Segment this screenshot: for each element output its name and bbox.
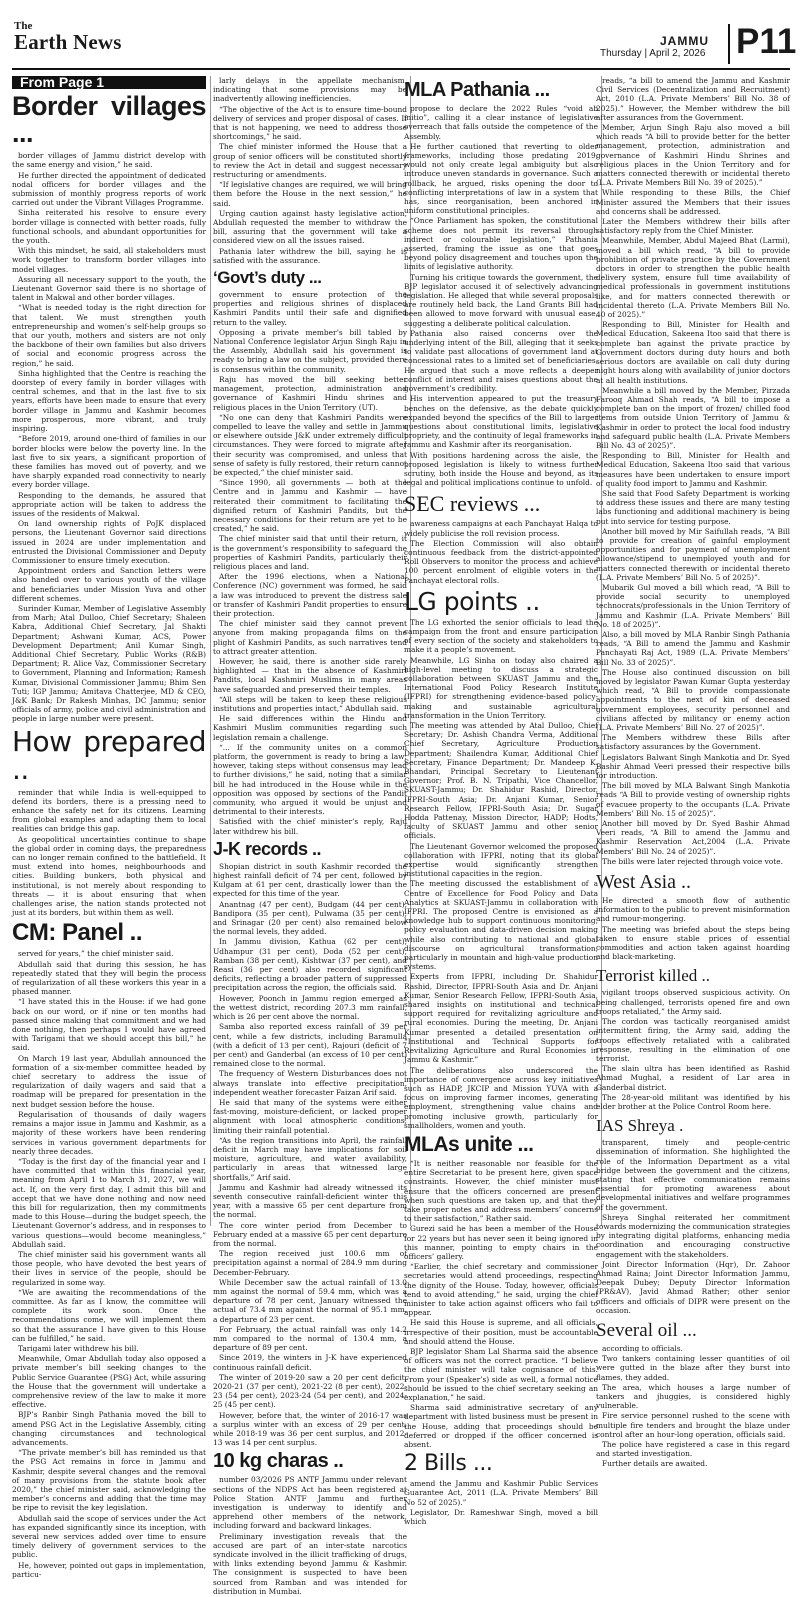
paragraph: He said differences within the Hindu and Kashmiri Muslim communities regarding such legislation remain a challenge.: [213, 714, 407, 742]
paragraph: Shopian district in south Kashmir recorded the highest rainfall deficit of 74 per cent, followed by Kulgam at 61 per cent, drastically lower than the expected for this time of the year.: [213, 861, 407, 899]
paragraph: Since 2019, the winters in J-K have experienced continuous rainfall deficit.: [213, 1353, 407, 1372]
paragraph: After the 1996 elections, when a National Conference (NC) government was formed, he said a law was introduced to prevent the distress sale or transfer of Kashmiri Pandit properties to ensure their protection.: [213, 572, 407, 618]
paragraph: Samba also reported excess rainfall of 39 per cent, while a few districts, including Baramulla (with a deficit of 13 per cent), Rajouri (deficit of 7 per cent) and Ganderbal (an excess of 10 per cent) remained close to the normal.: [213, 1022, 407, 1069]
headline-several-oil: Several oil ...: [596, 1319, 697, 1341]
paragraph: BJP’s Ranbir Singh Pathania moved the bill to amend PSG Act in the Legislative Assembly, citing changing circumstances and technological advancements.: [12, 1410, 206, 1447]
paragraph: Turning his critique towards the government, the BJP legislator accused it of selectively advancing legislation. He alleged that while several proposals are routinely held back, the Land Grants Bill had been allowed to move forward with unusual ease, suggesting a deliberate political calculation.: [404, 272, 598, 328]
paragraph: “The private member’s bill has reminded us that the PSG Act remains in force in Jammu and Kashmir, despite several changes and the removal of many provisions from the statute book after 2020,” the chief minister said, acknowledging the member’s concerns and adding that the time may be ripe to revisit the key legislation.: [12, 1448, 206, 1513]
paragraph: For February, the actual rainfall was only 14.2 mm compared to the normal of 130.4 mm, a departure of 89 per cent.: [213, 1324, 407, 1353]
headline-terrorist-killed: Terrorist killed ..: [596, 966, 711, 986]
paragraph: He, however, pointed out gaps in implementation, particu-: [12, 1560, 206, 1579]
paragraph: “Today is the first day of the financial year and I have committed that within this financial year, meaning from April 1 to March 31, 2027, we will act. If, on the very first day, I admit this bill and accept that we have done nothing and now need this bill for regularization, then my commitments made to this House—during the budget speech, the Lieutenant Governor’s address, and in responses to various questions—would become meaningless,” Abdullah said.: [12, 1156, 206, 1249]
paragraph: Meanwhile a bill moved by the Member, Pirzada Farooq Ahmad Shah reads, “A bill to impose a complete ban on the import of frozen/ chilled food items from outside Union Territory of Jammu & Kashmir in order to protect the local food industry and safeguard public health (L.A. Private Members Bill No. 43 of 2025)”.: [596, 385, 790, 450]
paragraph: Further details are awaited.: [602, 1459, 708, 1469]
paragraph: The Election Commission will also obtain continuous feedback from the district-appointed Roll Observers to monitor the process and achieve 100 percent enrolment of eligible voters in the Panchayat electoral rolls.: [404, 538, 598, 585]
paragraph: reads, “a bill to amend the Jammu and Kashmir Civil Services (Decentralization and Recruitment) Act, 2010 (L.A. Private Members’ Bill No. 38 of 2025).” However, the Member withdrew the bill after assurances from the Government.: [596, 76, 790, 122]
paragraph: Another bill moved by Dr. Syed Bashir Ahmad Veeri reads, “A Bill to amend the Jammu and Kashmir Reservation Act,2004 (L.A. Private Members’ Bill No. 24 of 2025)”.: [596, 819, 790, 856]
paragraph: The area, which houses a large number of tankers and jhuggies, is considered highly vulnerable.: [596, 1382, 790, 1411]
paragraph: Sharma said administrative secretary of any department with listed business must be present in the House, adding that proceedings should be deferred or dropped if the officer concerned is absent.: [404, 1403, 598, 1450]
headline-mla-pathania: MLA Pathania ...: [404, 79, 550, 101]
paragraph: The region received just 100.6 mm of precipitation against a normal of 284.9 mm during December-February.: [213, 1249, 407, 1277]
from-page-banner: From Page 1: [12, 76, 206, 89]
paragraph: The chief minister informed the House that a group of senior officers will be constituted shortly to review the Act in detail and suggest necessary restructuring or amendments.: [213, 142, 407, 180]
paragraph: The chief minister said they cannot prevent anyone from making propaganda films on the plight of Kashmiri Pandits, as such narratives tend to attract greater attention.: [213, 619, 407, 656]
paragraph: She said that Food Safety Department is working to address these issues and there are many testing labs functioning and additional machinery is being put into service for testing purpose.: [596, 488, 790, 526]
paragraph: Responding to the demands, he assured that appropriate action will be taken to address the issues of the residents of Makwal.: [12, 490, 206, 518]
headline-ias-shreya: IAS Shreya .: [596, 1116, 684, 1136]
paragraph: Experts from IFPRI, including Dr. Shahidur Rashid, Director, IFPRI-South Asia and Dr. Anjani Kumar, Senior Research Fellow, IFPRI-South Asia, shared insights on institutional and technical support required for revitalizing agriculture and rural economies. During the meeting, Dr. Anjani Kumar presented a detailed presentation on “Institutional and Technical Supports for Revitalizing Agriculture and Rural Economies in Jammu & Kashmir.”: [404, 972, 598, 1065]
paragraph: Sinha highlighted that the Centre is reaching the doorstep of every family in border villages with central schemes, and that in the last five to six years, efforts have been made to ensure that every border village in Jammu and Kashmir becomes more prosperous, more vibrant, and truly inspiring.: [12, 368, 206, 434]
paragraph: However, he said, there is another side rarely highlighted — that in the absence of Kashmiri Pandits, local Kashmiri Muslims in many areas have safeguarded and preserved their temples.: [213, 656, 407, 694]
page-number: P11: [736, 22, 797, 61]
paragraph: He further cautioned that reverting to older frameworks, including those predating 2019, would not only create legal ambiguity but also introduce uneven standards in governance. Such a rollback, he argued, risks opening the door to conflicting interpretations of law in a system that has, since reorganisation, been anchored in uniform constitutional principles.: [404, 141, 598, 216]
paragraph: He said that many of the systems were either fast-moving, moisture-deficient, or lacked proper alignment with local atmospheric conditions, limiting their rainfall potential.: [213, 1097, 407, 1135]
headline-west-asia: West Asia ..: [596, 871, 692, 894]
headline-cm-panel: CM: Panel ..: [12, 919, 143, 947]
paragraph: Surinder Kumar, Member of Legislative Assembly from Marh; Atal Dulloo, Chief Secretary; Shaleen Kabra, Additional Chief Secretary, Jal Shakti Department; Ashwani Kumar, ACS, Power Development Department; Anil Kumar Singh, Additional Chief Secretary, Public Works (R&B) Department; R. Alice Vaz, Commissioner Secretary to Government, Planning and Information; Ramesh Kumar, Divisional Commissioner Jammu; Bhim Sen Tuti; IGP Jammu; Amitava Chatterjee, MD & CEO, J&K Bank; Dr Rakesh Minhas, DC Jammu; senior officials of army, police and civil administration and people in large number were present.: [12, 603, 206, 724]
paragraph: His intervention appeared to put the treasury benches on the defensive, as the debate quickly expanded beyond the specifics of the Bill to larger questions about constitutional limits, legislative propriety, and the continuity of legal frameworks in Jammu and Kashmir after its reorganisation.: [404, 394, 598, 450]
paragraph: With positions hardening across the aisle, the proposed legislation is likely to witness further scrutiny, both inside the House and beyond, as its legal and political implications continue to unfold.: [404, 450, 598, 488]
paragraph: Joint Director Information (Hqr), Dr. Zahoor Ahmad Raina; Joint Director Information Jammu, Deepak Dubey; Deputy Director Information (PR&AV), Javid Ahmad Rather; other senior officers and officials of DIPR were present on the occasion.: [596, 1259, 790, 1315]
paragraph: “What is needed today is the right direction for that talent. We must strengthen youth entrepreneurship and women’s self-help groups so that our youth, mothers and sisters are not only the backbone of their own families but also drivers of social and economic progress across the region,” he said.: [12, 303, 206, 368]
paragraph: Two tankers containing lesser quantities of oil were gutted in the blaze after they burst into flames, they added.: [596, 1354, 790, 1382]
paragraph: The Lieutenant Governor welcomed the proposed collaboration with IFPRI, noting that its global expertise would significantly strengthen institutional capacities in the region.: [404, 841, 598, 879]
paragraph: With this mindset, he said, all stakeholders must work together to transform border villages into model villages.: [12, 246, 206, 274]
paragraph: transparent, timely and people-centric dissemination of information. She highlighted the role of the Information Department as a vital bridge between the government and the citizens, stating that effective communication remains essential for promoting awareness about developmental initiatives and welfare programmes of the government.: [596, 1138, 790, 1212]
headline-mlas-unite: MLAs unite ...: [404, 1132, 534, 1156]
paragraph: The meeting discussed the establishment of a Centre of Excellence for Food Policy and Data Analytics at SKUAST-Jammu in collaboration with IFPRI. The proposed Centre is envisioned as a knowledge hub to support continuous monitoring, policy evaluation and data-driven decision making while also contributing to national and global discourse on agricultural transformation, particularly in mountain and high-value production systems.: [404, 879, 598, 972]
paragraph: propose to declare the 2022 Rules “void ab initio”, calling it a clear instance of legislative overreach that falls outside the competence of the Assembly.: [404, 104, 598, 141]
masthead-rule: [12, 68, 790, 70]
paragraph: reminder that while India is well-equipped to defend its borders, there is a pressing need to enhance the safety net for its citizens. Learning from global examples and adapting them to local realities can bridge this gap.: [12, 787, 206, 834]
paragraph: Also, a bill moved by MLA Ranbir Singh Pathania reads, “A Bill to amend the Jammu and Kashmir Panchayati Raj Act, 1989 (L.A. Private Members’ Bill No. 33 of 2025)”.: [596, 629, 790, 667]
headline-10kg-charas: 10 kg charas ..: [213, 1450, 344, 1473]
paragraph: The cordon was tactically reorganised amidst intermittent firing, the Army said, adding the troops effectively retaliated with a calibrated response, resulting in the elimination of one terrorist.: [596, 1017, 790, 1063]
paragraph: “Since 1990, all governments — both at the Centre and in Jammu and Kashmir — have reiterated their commitment to facilitating the dignified return of Kashmiri Pandits, but the necessary conditions for their return are yet to be created,” he said.: [213, 478, 407, 534]
paragraph: Meanwhile, LG Sinha on today also chaired a high-level meeting to discuss a strategic collaboration between SKUAST Jammu and the International Food Policy Research Institute (IFPRI) for strengthening evidence-based policy-making and sustainable agricultural transformation in the Union Territory.: [404, 655, 598, 720]
paragraph: Assuring all necessary support to the youth, the Lieutenant Governor said there is no shortage of talent in Makwal and other border villages.: [12, 274, 206, 303]
paragraph: Pathania also raised concerns over the underlying intent of the Bill, alleging that it seeks to validate past allocations of government land at concessional rates to a limited set of beneficiaries. He argued that such a move reflects a deeper conflict of interest and raises questions about the government’s credibility.: [404, 328, 598, 394]
paragraph: “Once Parliament has spoken, the constitutional scheme does not permit its reversal through indirect or colourable legislation,” Pathania asserted, framing the issue as one that goes beyond policy disagreement and touches upon the limits of legislative authority.: [404, 216, 598, 272]
column-3: [404, 76, 598, 1527]
dateline: Thursday | April 2, 2026: [600, 48, 706, 59]
paragraph: Abdullah said the scope of services under the Act has expanded significantly since its inception, with several new services added over time to ensure timely delivery of government services to the public.: [12, 1513, 206, 1560]
paragraph: Mubarik Gul moved a bill which read, “A Bill to provide social security to unemployed technocrats/professionals in the Union Territory of Jammu and Kashmir (L.A. Private Members’ Bill No. 18 of 2025)”.: [596, 582, 790, 629]
headline-border-villages: Border villages ...: [12, 91, 206, 149]
paragraph: Appointment orders and Sanction letters were also handed over to various youth of the village and beneficiaries under Mission Yuva and other different schemes.: [12, 566, 206, 603]
paragraph: according to officials.: [602, 1343, 683, 1353]
paragraph: vigilant troops observed suspicious activity. On being challenged, terrorists opened fire and own troops retaliated,” the Army said.: [596, 988, 790, 1016]
paragraph: The LG exhorted the senior officials to lead the campaign from the front and ensure participation of every section of the society and stakeholders to make it a people’s movement.: [404, 617, 598, 655]
paragraph: Legislator, Dr. Rameshwar Singh, moved a bill which: [404, 1507, 598, 1527]
paragraph: number 03/2026 PS ANTF Jammu under relevant sections of the NDPS Act has been registered at Police Station ANTF Jammu and further investigation is underway to identify and apprehend other members of the network, including forward and backward linkages.: [213, 1475, 407, 1531]
paragraph: Member, Arjun Singh Raju also moved a bill which reads “A bill to provide better for the better management, protection, administration and governance of Kashmiri Hindu Shrines and religious places in the Union Territory and for matters connected therewith or incidental thereto (L.A. Private Members Bill No. 39 of 2025).”: [596, 123, 790, 188]
paragraph: “Before 2019, around one-third of families in our border blocks were below the poverty line. In the last five to six years, a significant proportion of these families has moved out of poverty, and we have sharply expanded road connectivity to nearly every border village.: [12, 434, 206, 490]
paragraph: “As the region transitions into April, the rainfall deficit in March may have implications for soil moisture, agriculture, and water availability, particularly in areas that witnessed large shortfalls,” Arif said.: [213, 1135, 407, 1182]
masthead: [0, 0, 801, 70]
paragraph: The frequency of Western Disturbances does not always translate into effective precipitation, independent weather forecaster Faizan Arif said.: [213, 1069, 407, 1097]
paragraph: “No one can deny that Kashmiri Pandits were compelled to leave the valley and settle in Jammu or elsewhere outside J&K under extremely difficult circumstances. They were forced to migrate after their security was compromised, and unless that sense of safety is fully restored, their return cannot be expected,” the chief minister said.: [213, 412, 407, 477]
paragraph: “... If the community unites on a common platform, the government is ready to bring a law; however, taking steps without consensus may lead to further divisions,” he said, noting that a similar bill he had introduced in the House while in the opposition was opposed by sections of the Pandit community, who argued it would be unjust and detrimental to their interests.: [213, 742, 407, 817]
paragraph: The slain ultra has been identified as Rashid Ahmad Mughal, a resident of Lar area in Ganderbal district.: [596, 1064, 790, 1092]
paragraph: amend the Jammu and Kashmir Public Services Guarantee Act, 2011 (L.A. Private Members’ Bill No 52 of 2025).”: [404, 1479, 598, 1507]
paragraph: The 28-year-old militant was identified by his elder brother at the Police Control Room here.: [596, 1092, 790, 1111]
paragraph: He further directed the appointment of dedicated nodal officers for border villages and the submission of monthly progress reports of work carried out under the Vibrant Villages Programme.: [12, 170, 206, 208]
paragraph: Responding to Bill, Minister for Health and Medical Education, Sakeena Itoo said that there is complete ban against the private practice by Government doctors during duty hours and both serious doctors are available on call duty during night hours along with availability of junior doctors at all health institutions.: [596, 320, 790, 385]
paragraph: Another bill moved by Mir Saifullah reads, “A Bill to provide for creation of gainful employment opportunities and for payment of unemployment allowance/stipend to unemployed youth and for matters connected therewith or incidental thereto (L.A. Private Members’ Bill No. 5 of 2025)”.: [596, 526, 790, 582]
paragraph: The deliberations also underscored the importance of convergence across key initiatives such as HADP, JKCIP and Mission YUVA with a focus on improving farmer incomes, generating employment, strengthening value chains and promoting inclusive growth, particularly for smallholders, women and youth.: [404, 1065, 598, 1130]
headline-lg-points: LG points ..: [404, 586, 540, 616]
paragraph: He said this House is supreme, and all officials, irrespective of their position, must be accountable and should attend the House.: [404, 1318, 598, 1346]
paragraph: larly delays in the appellate mechanism, indicating that some provisions may be inadvertently allowing inefficiencies.: [213, 76, 407, 104]
paragraph: He directed a smooth flow of authentic information to the public to prevent misinformation and rumour-mongering.: [596, 896, 790, 924]
paragraph: While responding to these Bills, the Chief Minister assured the Members that their issues and concerns shall be addressed.: [596, 188, 790, 216]
brand-the: The: [14, 20, 33, 32]
paragraph: The bill moved by MLA Balwant Singh Mankotia reads “A Bill to provide vesting of ownership rights of evacuee property to the occupants (L.A. Private Members’ Bill No. 15 of 2025)”.: [596, 781, 790, 818]
paragraph: served for years,” the chief minister said.: [18, 949, 174, 959]
paragraph: Gurezi said he has been a member of the House for 22 years but has never seen it being ignored in this manner, pointing to empty chairs in the officers’ gallery.: [404, 1224, 598, 1261]
headline-govts-duty: ‘Govt’s duty ...: [213, 268, 322, 288]
edition: JAMMU: [660, 34, 709, 48]
paragraph: government to ensure protection of the properties and religious shrines of displaced Kashmiri Pandits until their safe and dignified return to the valley.: [213, 290, 407, 327]
paragraph: “If legislative changes are required, we will bring them before the House in the next session,” he said.: [213, 180, 407, 208]
paragraph: Shreya Singhal reiterated her commitment towards modernizing the communication strategies by integrating digital platforms, enhancing media coordination and encouraging constructive engagement with the stakeholders.: [596, 1212, 790, 1259]
paragraph: Tarigami later withdrew his bill.: [18, 1343, 139, 1353]
headline-jk-records: J-K records ..: [213, 838, 322, 859]
paragraph: Jammu and Kashmir had already witnessed its seventh consecutive rainfall-deficient winter this year, with a massive 65 per cent departure from the normal.: [213, 1182, 407, 1220]
paragraph: Preliminary investigation reveals that the accused are part of an inter-state narcotics syndicate involved in the illicit trafficking of drugs, with links extending beyond Jammu & Kashmir. The consignment is suspected to have been sourced from Ramban and was intended for distribution in Mumbai.: [213, 1531, 407, 1596]
paragraph: While December saw the actual rainfall of 13.0 mm against the normal of 59.4 mm, which was a departure of 78 per cent, January witnessed the actual of 73.4 mm against the normal of 95.1 mm, a departure of 23 per cent.: [213, 1277, 407, 1324]
paragraph: Legislators Balwant Singh Mankotia and Dr. Syed Bashir Ahmad Veeri pressed their respective bills for introduction.: [596, 752, 790, 781]
paragraph: As geopolitical uncertainties continue to shape the global order in coming days, the preparedness can no longer remain confined to the battlefield. It must extend into homes, neighbourhoods and cities. Building bunkers, both physical and institutional, is not merely about responding to threats — it is about ensuring that when challenges arise, the nation stands protected not just at its borders, but within them as well.: [12, 834, 206, 918]
paragraph: Responding to Bill, Minister for Health and Medical Education, Sakeena Itoo said that various measures have been undertaken to ensure import of quality food import to Jammu and Kashmir.: [596, 451, 790, 488]
paragraph: Meanwhile, Member, Abdul Majeed Bhat (Larmi), moved a bill which read, “A bill to provide prohibition of private practice by the Government doctors in order to strengthen the public health delivery system, ensure full time availability of medical professionals in government institutions like, and for matters connected therewith or incidental thereto (L.A. Private Members Bill No. 40 of 2025).”: [596, 236, 790, 320]
paragraph: Opposing a private member’s bill tabled by National Conference legislator Arjun Singh Raju in the Assembly, Abdullah said his government is ready to bring a law on the subject, provided there is consensus within the community.: [213, 327, 407, 374]
column-2: [213, 76, 407, 1597]
paragraph: “We are awaiting the recommendations of the committee. As far as I know, the committee will complete its work soon. Once the recommendations come, we will implement them so that the assurance I have given to this House can be fulfilled,” he said.: [12, 1287, 206, 1343]
paragraph: Fire service personnel rushed to the scene with multiple fire tenders and brought the blaze under control after an hour-long operation, officials said.: [596, 1411, 790, 1439]
paragraph: However, before that, the winter of 2016-17 was a surplus winter with an excess of 29 per cent, while 2018-19 was 36 per cent surplus, and 2012-13 was 14 per cent surplus.: [213, 1410, 407, 1448]
paragraph: In Jammu division, Kathua (62 per cent), Udhampur (31 per cent), Doda (52 per cent), Ramban (38 per cent), Kishtwar (37 per cent), and Reasi (36 per cent) also recorded significant deficits, reflecting a broader pattern of suppressed precipitation across the region, the officials said.: [213, 937, 407, 993]
paragraph: The meeting was briefed about the steps being taken to ensure stable prices of essential commodities and action taken against hoarding and black-marketing.: [596, 924, 790, 962]
paragraph: BJP legislator Sham Lal Sharma said the absence of officers was not the correct practice. “I believe the chief minister will take cognisance of this. From your (Speaker’s) side as well, a formal notice should be issued to the chief secretary seeking an explanation,” he said.: [404, 1346, 598, 1402]
paragraph: Raju has moved the bill seeking better management, protection, administration and governance of Kashmiri Hindu shrines and religious places in the Union Territory (UT).: [213, 374, 407, 412]
paragraph: On land ownership rights of PoJK displaced persons, the Lieutenant Governor said directions issued in 2024 are under implementation and entrusted the Divisional Commissioner and Deputy Commissioner to ensure timely execution.: [12, 519, 206, 565]
paragraph: “It is neither reasonable nor feasible for the entire Secretariat to be present here, given space constraints. However, the chief minister must ensure that the officers concerned are present when such questions are taken up, and that they take proper notes and address members’ concerns to their satisfaction,” Rather said.: [404, 1158, 598, 1224]
paragraph: “All steps will be taken to keep these religious institutions and properties intact,” Abdullah said.: [213, 694, 407, 713]
paragraph: The House also continued discussion on bill moved by legislator Pawan Kumar Gupta yesterday which read, “A Bill to provide compassionate appointments to the next of kin of deceased government employees, security personnel and civilians affected by militancy or enemy action (L.A. Private Members’ Bill No. 27 of 2025)”.: [596, 667, 790, 733]
paragraph: border villages of Jammu district develop with the same energy and vision,” he said.: [12, 151, 206, 170]
headline-how-prepared: How prepared ..: [12, 724, 206, 786]
newspaper-name: Earth News: [14, 30, 122, 54]
paragraph: Satisfied with the chief minister’s reply, Raju later withdrew his bill.: [213, 817, 407, 836]
headline-2-bills: 2 Bills ...: [404, 1451, 493, 1477]
paragraph: “Earlier, the chief secretary and commissioner secretaries would attend proceedings, respecting the dignity of the House. Today, however, officials tend to avoid attending,” he said, urging the chief minister to take action against officers who fail to appear.: [404, 1262, 598, 1318]
paragraph: The core winter period from December to February ended at a massive 65 per cent departure from the normal.: [213, 1220, 407, 1248]
paragraph: The Members withdrew these Bills after satisfactory assurances by the Government.: [596, 733, 790, 752]
column-divider: [210, 76, 211, 1226]
headline-sec-reviews: SEC reviews ...: [404, 491, 541, 517]
paragraph: Urging caution against hasty legislative action, Abdullah requested the member to withdraw the bill, assuring that the government will take a considered view on all the issues raised.: [213, 208, 407, 246]
paragraph: Anantnag (47 per cent), Budgam (44 per cent), Bandipora (35 per cent), Pulwama (35 per cent), and Srinagar (20 per cent) also remained below the normal levels, they added.: [213, 899, 407, 937]
paragraph: Pathania later withdrew the bill, saying he is satisfied with the assurance.: [213, 246, 407, 265]
paragraph: awareness campaigns at each Panchayat Halqa to widely publicise the roll revision process.: [404, 519, 598, 538]
paragraph: The meeting was attended by Atal Dulloo, Chief Secretary; Dr. Ashish Chandra Verma, Additional Chief Secretary, Agriculture Production Department; Shailendra Kumar, Additional Chief Secretary, Finance Department; Dr. Mandeep K. Bhandari, Principal Secretary to Lieutenant Governor; Prof. B. N. Tripathi, Vice Chancellor, SKUAST-Jammu; Dr. Shahidur Rashid, Director, IFPRI-South Asia; Dr. Anjani Kumar, Senior Research Fellow, IFPRI-South Asia; Dr. Sugar Hodda Pattenay, Mission Director, HADP; Hodts, faculty of SKUAST Jammu and other senior officials.: [404, 720, 598, 841]
paragraph: Sinha reiterated his resolve to ensure every border village is connected with better roads, fully functional schools, and abundant opportunities for the youth.: [12, 208, 206, 246]
paragraph: However, Poonch in Jammu region emerged as the wettest district, recording 207.3 mm rainfall, which is 26 per cent above the normal.: [213, 993, 407, 1022]
paragraph: The winter of 2019-20 saw a 20 per cent deficit, 2020-21 (37 per cent), 2021-22 (8 per cent), 2022-23 (54 per cent), 2023-24 (54 per cent), and 2024-25 (45 per cent).: [213, 1372, 407, 1410]
paragraph: The chief minister said his government wants all those people, who have devoted the best years of their lives in service of the people, should be regularized in some way.: [12, 1249, 206, 1287]
paragraph: Later the Members withdrew their bills after satisfactory reply from the Chief Minister.: [596, 217, 790, 236]
paragraph: Regularisation of thousands of daily wagers remains a major issue in Jammu and Kashmir, as a majority of these workers have been rendering services in various government departments for nearly three decades.: [12, 1109, 206, 1156]
paragraph: The chief minister said that until their return, it is the government’s responsibility to safeguard the properties of Kashmiri Pandits, particularly their religious places and land.: [213, 534, 407, 571]
paragraph: On March 19 last year, Abdullah announced the formation of a six-member committee headed by chief secretary to address the issue of regularization of daily wagers and said that a roadmap will be prepared for presentation in the next budget session before the house.: [12, 1053, 206, 1109]
paragraph: Meanwhile, Omar Abdullah today also opposed a private member’s bill seeking changes to the Public Service Guarantee (PSG) Act, while assuring the House that the government will undertake a comprehensive review of the law to make it more effective.: [12, 1354, 206, 1410]
paragraph: Abdullah said that during this session, he has repeatedly stated that they will begin the process of regularization of all these workers this year in a phased manner.: [12, 959, 206, 997]
column-1: [12, 76, 206, 1580]
paragraph: The police have registered a case in this regard and started investigation.: [596, 1440, 790, 1459]
column-4: [596, 76, 790, 1470]
paragraph: “The objective of the Act is to ensure time-bound delivery of services and proper disposal of cases. If that is not happening, we need to address those shortcomings,” he said.: [213, 104, 407, 142]
paragraph: “I have stated this in the House: if we had gone back on our word, or if nine or ten months had passed since making that commitment and we had done nothing, then perhaps I would have agreed with Tarigami that we should accept this bill,” he said.: [12, 997, 206, 1053]
paragraph: The bills were later rejected through voice vote.: [602, 856, 783, 866]
